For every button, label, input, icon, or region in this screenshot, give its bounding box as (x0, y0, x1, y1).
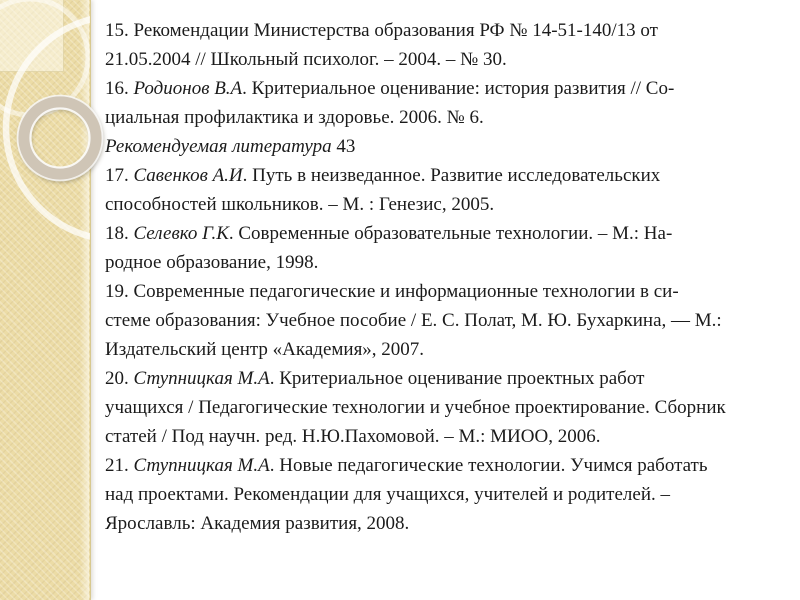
reference-text: над проектами. Рекомендации для учащихся, учителей и родителей. – (105, 484, 670, 505)
reference-text: Рекомендуемая литература (105, 136, 332, 157)
reference-text: 19. Современные педагогические и информационные технологии в си- (105, 281, 679, 302)
reference-text: родное образование, 1998. (105, 252, 319, 273)
reference-text: 15. Рекомендации Министерства образования РФ № 14-51-140/13 от (105, 20, 658, 41)
reference-text: Селевко Г.К (133, 223, 229, 244)
reference-text: . Критериальное оценивание: история развития // Со- (242, 78, 675, 99)
reference-text: 20. (105, 368, 134, 389)
references-list (105, 16, 794, 538)
reference-line (105, 132, 794, 161)
reference-line (105, 16, 794, 45)
reference-text: циальная профилактика и здоровье. 2006. № 6. (105, 107, 484, 128)
reference-line (105, 219, 794, 248)
reference-text: Ступницкая М.А (133, 368, 270, 389)
reference-line (105, 190, 794, 219)
reference-text: . Путь в неизведанное. Развитие исследовательских (242, 165, 661, 186)
reference-text: 17. (105, 165, 134, 186)
reference-text: . Современные образовательные технологии. – М.: На- (228, 223, 673, 244)
reference-text: 16. (105, 78, 134, 99)
reference-text: 21.05.2004 // Школьный психолог. – 2004. – № 30. (105, 49, 507, 70)
reference-text: 21. (105, 455, 134, 476)
reference-text: Издательский центр «Академия», 2007. (105, 339, 425, 360)
reference-line (105, 509, 794, 538)
reference-line (105, 393, 794, 422)
reference-text: . Критериальное оценивание проектных работ (269, 368, 645, 389)
corner-highlight-square (0, 0, 64, 72)
reference-text: Савенков А.И (133, 165, 243, 186)
reference-text: статей / Под научн. ред. Н.Ю.Пахомовой. – М.: МИОО, 2006. (105, 426, 601, 447)
reference-text: способностей школьников. – М. : Генезис, 2005. (105, 194, 495, 215)
reference-line (105, 451, 794, 480)
reference-line (105, 306, 794, 335)
reference-line (105, 45, 794, 74)
reference-line (105, 74, 794, 103)
reference-text: 18. (105, 223, 134, 244)
reference-text: Ступницкая М.А (133, 455, 270, 476)
reference-text: . Новые педагогические технологии. Учимся работать (269, 455, 708, 476)
reference-text: стеме образования: Учебное пособие / Е. С. Полат, М. Ю. Бухаркина, — М.: (105, 310, 722, 331)
reference-text: Ярославль: Академия развития, 2008. (105, 513, 410, 534)
reference-line (105, 335, 794, 364)
reference-line (105, 161, 794, 190)
reference-line (105, 277, 794, 306)
reference-line (105, 364, 794, 393)
reference-text: Родионов В.А (133, 78, 243, 99)
reference-line (105, 248, 794, 277)
reference-line (105, 480, 794, 509)
reference-line (105, 422, 794, 451)
reference-text: 43 (331, 136, 356, 157)
reference-text: учащихся / Педагогические технологии и учебное проектирование. Сборник (105, 397, 726, 418)
sidebar-decoration (0, 0, 91, 600)
reference-line (105, 103, 794, 132)
